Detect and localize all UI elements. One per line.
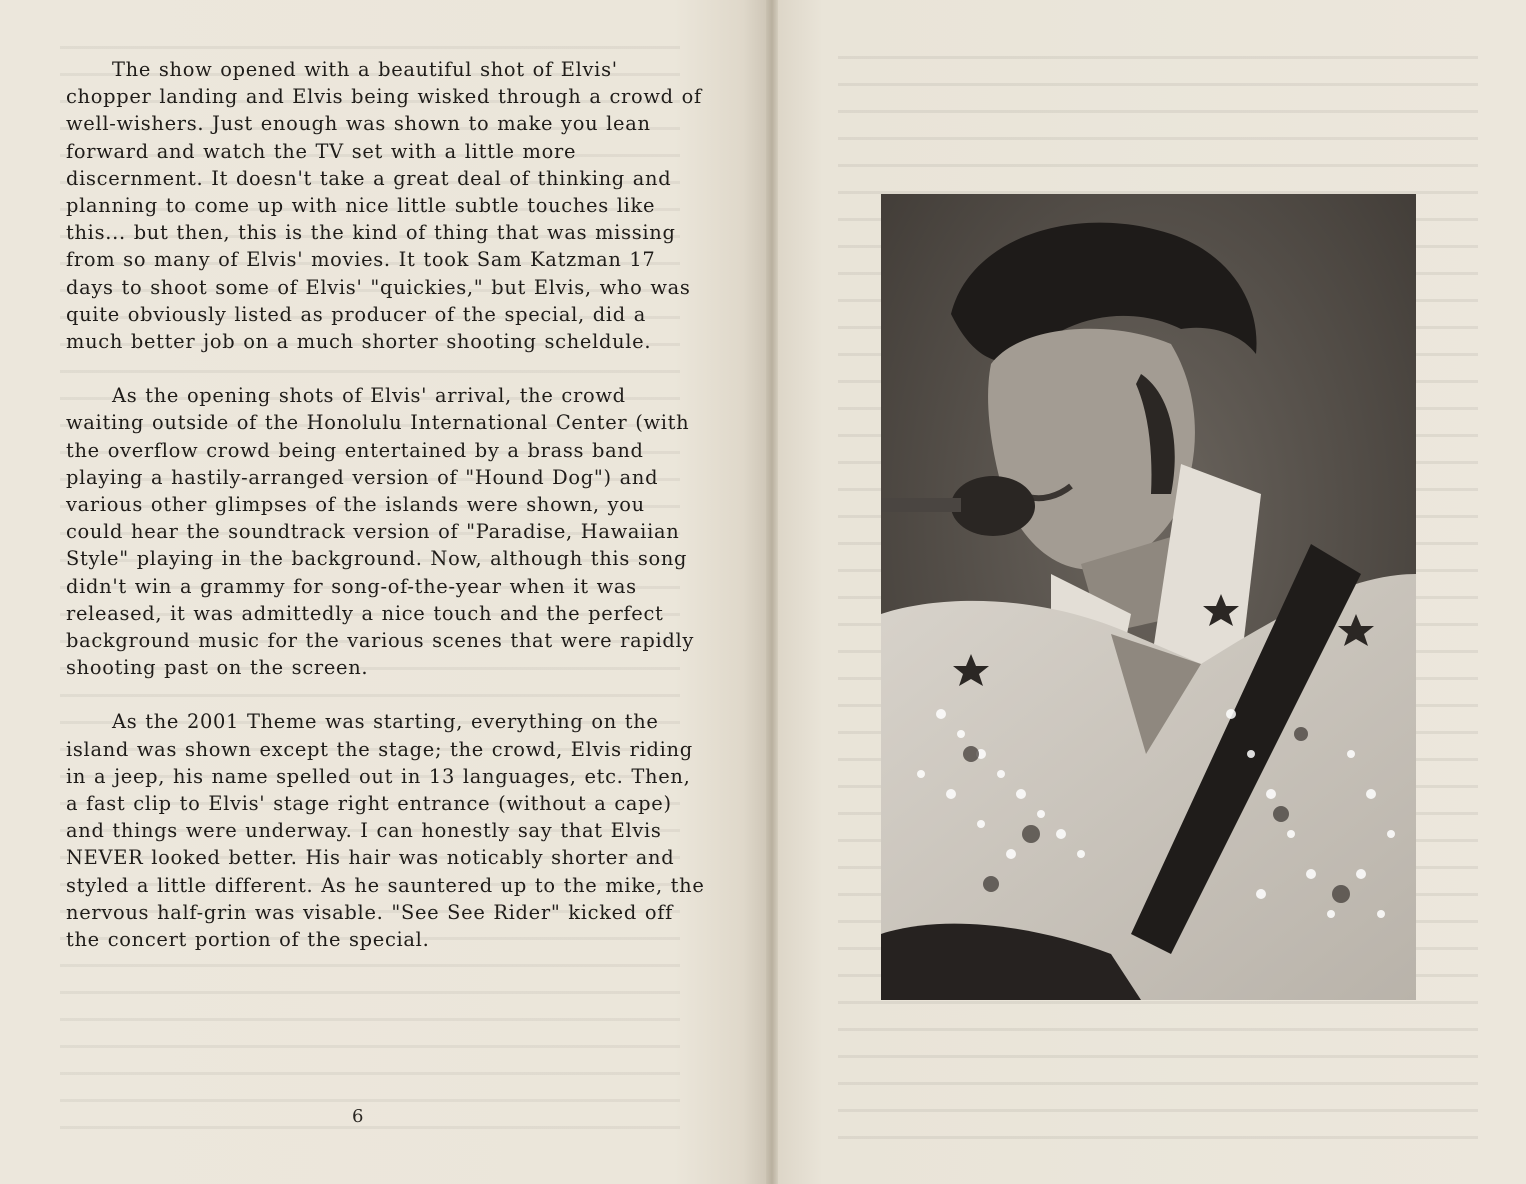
paragraph-2 [66,382,706,681]
elvis-photo-illustration [881,194,1416,1000]
paragraph-1-text: The show opened with a beautiful shot of Elvis' chopper landing and Elvis being wisked through a crowd of well-wishers. Just enough was shown to make you lean forward and watch the TV set with a little more discernment. It doesn't take a great deal of thinking and planning to come up with nice little subtle touches like this... but then, this is the kind of thing that was missing from so many of Elvis' movies. It took Sam Katzman 17 days to shoot some of Elvis' "quickies," but Elvis, who was quite obviously listed as producer of the special, did a much better job on a much shorter shooting scheldule. [66,58,702,354]
page-number: 6 [352,1106,364,1127]
right-page [778,0,1526,1184]
paragraph-1 [66,56,706,355]
article-text [66,56,706,980]
paragraph-2-text: As the opening shots of Elvis' arrival, the crowd waiting outside of the Honolulu International Center (with the overflow crowd being entertained by a brass band playing a hastily-arranged version of "Hound Dog") and various other glimpses of the islands were shown, you could hear the soundtrack version of "Paradise, Hawaiian Style" playing in the background. Now, although this song didn't win a grammy for song-of-the-year when it was released, it was admittedly a nice touch and the perfect background music for the various scenes that were rapidly shooting past on the screen. [66,384,695,680]
paragraph-3 [66,708,706,953]
book-gutter [766,0,778,1184]
elvis-photo [881,194,1416,1000]
paragraph-3-text: As the 2001 Theme was starting, everything on the island was shown except the stage; the crowd, Elvis riding in a jeep, his name spelled out in 13 languages, etc. Then, a fast clip to Elvis' stage right entrance (without a cape) and things were underway. I can honestly say that Elvis NEVER looked better. His hair was noticably shorter and styled a little different. As he sauntered up to the mike, the nervous half-grin was visable. "See See Rider" kicked off the concert portion of the special. [66,710,705,952]
